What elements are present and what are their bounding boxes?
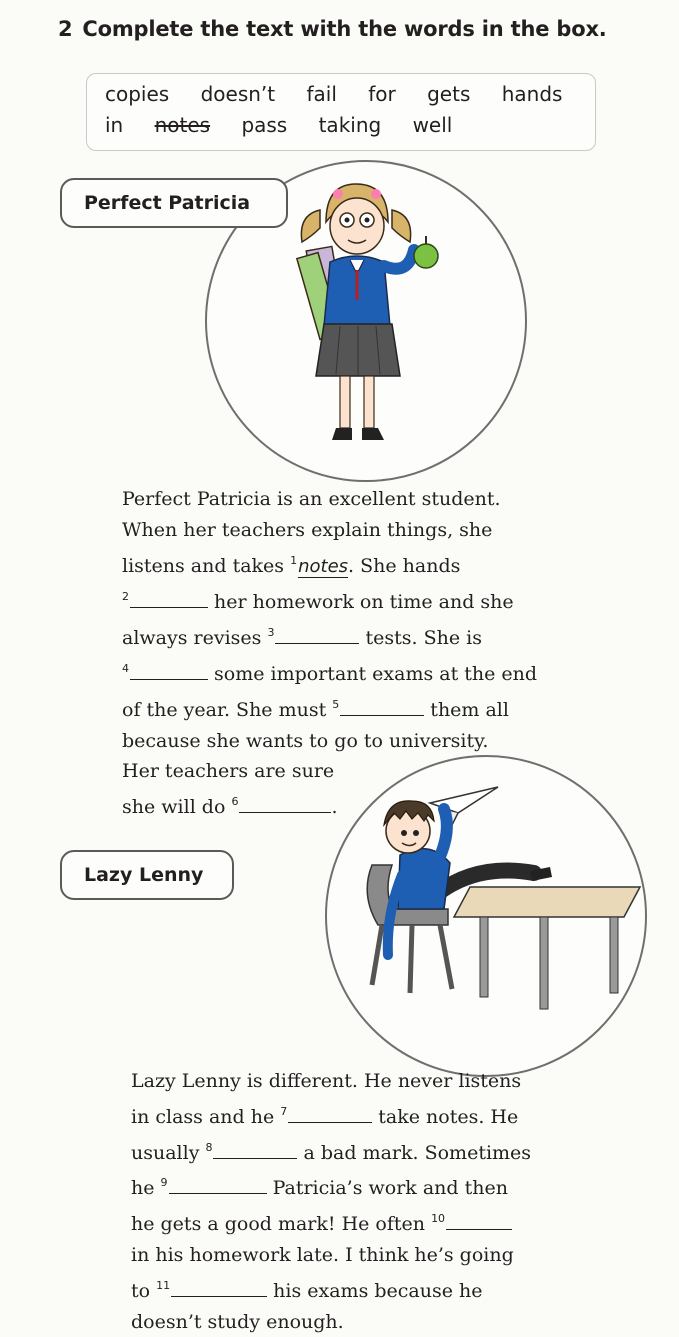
- lenny-name-tag: Lazy Lenny: [60, 850, 234, 900]
- answer-blank-2[interactable]: [130, 589, 208, 608]
- text-line: Lazy Lenny is different. He never listens: [131, 1070, 522, 1092]
- gap-number: 7: [280, 1104, 288, 1118]
- word-option: copies: [105, 82, 170, 106]
- gap-number: 2: [122, 590, 129, 604]
- word-box-row-1: [105, 82, 587, 106]
- word-option: taking: [318, 113, 382, 137]
- gap-number: 1: [290, 553, 298, 567]
- text-line: $^2$ her homework on time and she: [122, 590, 514, 614]
- text-line: in class and he $^7$ take notes. He: [131, 1104, 519, 1128]
- word-option: in: [105, 113, 124, 137]
- answer-blank-10[interactable]: [446, 1211, 512, 1230]
- lenny-illustration: [360, 775, 640, 1025]
- text-line: usually $^8$ a bad mark. Sometimes: [131, 1140, 532, 1164]
- word-option: fail: [306, 82, 337, 106]
- text-line: always revises $^3$ tests. She is: [122, 626, 482, 650]
- answer-blank-11[interactable]: [171, 1278, 267, 1297]
- exercise-heading: [58, 17, 607, 41]
- text-line: he gets a good mark! He often $^{10}$: [131, 1204, 531, 1240]
- patricia-name-tag: Perfect Patricia: [60, 178, 288, 228]
- text-line: $^4$ some important exams at the end: [122, 661, 538, 685]
- gap-number: 4: [122, 661, 129, 675]
- gap-number: 9: [160, 1176, 168, 1190]
- gap-number: 6: [231, 795, 239, 809]
- text-line: Perfect Patricia is an excellent student.: [122, 488, 501, 510]
- text-line: of the year. She must $^5$ them all: [122, 697, 509, 721]
- word-option: for: [368, 82, 396, 106]
- text-line: listens and takes $^1$notes. She hands: [122, 553, 461, 577]
- text-line: she will do $^6$ .: [122, 795, 338, 819]
- exercise-instruction: Complete the text with the words in the box.: [82, 17, 607, 41]
- word-option: doesn’t: [200, 82, 276, 106]
- word-option: well: [412, 113, 453, 137]
- answer-blank-7[interactable]: [288, 1104, 372, 1123]
- answer-blank-9[interactable]: [169, 1175, 267, 1194]
- gap-number: 8: [205, 1140, 213, 1154]
- gap-number: 11: [156, 1278, 171, 1292]
- word-box: [86, 73, 596, 151]
- text-line: to $^{11}$ his exams because he: [131, 1278, 483, 1302]
- text-line: Her teachers are sure: [122, 760, 335, 783]
- text-line: doesn’t study enough.: [131, 1310, 344, 1333]
- answer-blank-3[interactable]: [275, 625, 359, 644]
- gap-number: 3: [267, 626, 275, 640]
- exercise-number: 2: [58, 17, 73, 41]
- example-answer: notes: [298, 555, 349, 577]
- answer-blank-6[interactable]: [239, 794, 331, 813]
- word-option: gets: [427, 82, 471, 106]
- word-option-used: notes: [154, 113, 211, 137]
- lenny-paragraph: [131, 1066, 531, 1337]
- text-line: When her teachers explain things, she: [122, 518, 493, 541]
- text-line: because she wants to go to university.: [122, 729, 489, 752]
- text-line: he $^9$ Patricia’s work and then: [131, 1176, 508, 1200]
- gap-number: 5: [332, 697, 340, 711]
- word-box-row-2: [105, 113, 477, 137]
- answer-blank-5[interactable]: [340, 697, 424, 716]
- text-line: in his homework late. I think he’s going: [131, 1243, 514, 1266]
- answer-blank-4[interactable]: [130, 661, 208, 680]
- answer-blank-8[interactable]: [213, 1140, 297, 1159]
- word-option: pass: [241, 113, 288, 137]
- gap-number: 10: [431, 1212, 446, 1226]
- patricia-illustration: [280, 170, 450, 460]
- word-option: hands: [501, 82, 563, 106]
